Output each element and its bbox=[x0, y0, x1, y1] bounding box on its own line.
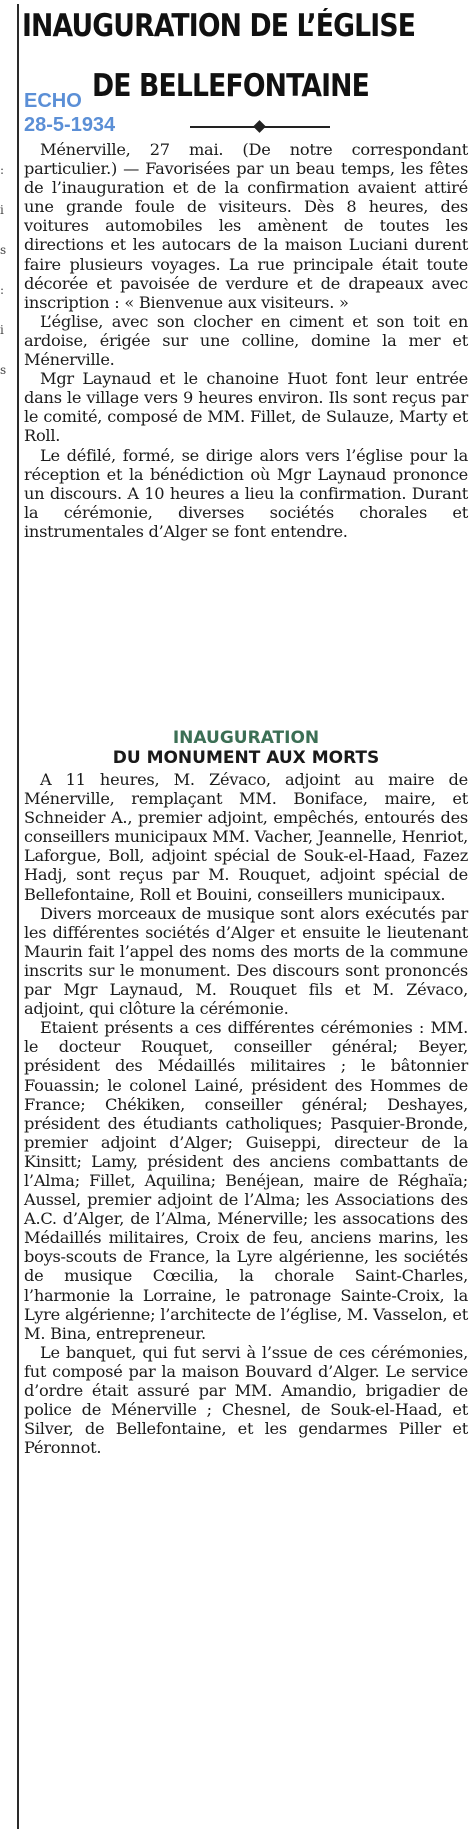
paragraph: Ménerville, 27 mai. (De notre correspondant particulier.) — Favorisées par un beau temps, les fêtes de l’inauguration et de la confirmation avaient attiré une grande foule de visiteurs. Dès 8 heures, des voitures automobiles les amènent de toutes les directions et les autocars de la maison Luciani durent faire plusieurs voyages. La rue principale était toute décorée et pavoisée de verdure et de drapeaux avec inscription : « Bienvenue aux visiteurs. » bbox=[24, 140, 468, 312]
paragraph: A 11 heures, M. Zévaco, adjoint au maire de Ménerville, remplaçant MM. Boniface, maire, et Schneider A., premier adjoint, empêchés, entourés des conseillers municipaux MM. Vacher, Jeannelle, Henriot, Laforgue, Boll, adjoint spécial de Souk-el-Haad, Fazez Hadj, sont reçus par M. Rouquet, adjoint spécial de Bellefontaine, Roll et Bouini, conseillers municipaux. bbox=[24, 770, 468, 904]
neighbor-column-edge: : i s : i s bbox=[0, 163, 7, 377]
paragraph: Etaient présents a ces différentes cérémonies : MM. le docteur Rouquet, conseiller général; Beyer, président des Médaillés militaires ; le bâtonnier Fouassin; le colonel Lainé, président des Hommes de France; Chékiken, conseiller général; Deshayes, président des étudiants catholiques; Pasquier-Bronde, premier adjoint d’Alger; Guiseppi, directeur de la Kinsitt; Lamy, président des anciens combattants de l’Alma; Fillet, Aquilina; Benéjean, maire de Réghaïa; Aussel, premier adjoint de l’Alma; les Associations des A.C. d’Alger, de l’Alma, Ménerville; les assocations des Médaillés militaires, Croix de feu, anciens marins, les boys-scouts de France, la Lyre algérienne, les sociétés de musique Cœcilia, la chorale Saint-Charles, l’harmonie la Lorraine, le patronage Sainte-Croix, la Lyre algérienne; l’architecte de l’église, M. Vasselon, et M. Bina, entrepreneur. bbox=[24, 1018, 468, 1343]
date-stamp: 28-5-1934 bbox=[24, 114, 116, 136]
headline-line-1: INAUGURATION DE L’ÉGLISE bbox=[22, 8, 416, 44]
headline-line-2: DE BELLEFONTAINE bbox=[92, 68, 369, 104]
paragraph: Le défilé, formé, se dirige alors vers l’église pour la réception et la bénédiction où Mgr Laynaud prononce un discours. A 10 heures a lieu la confirmation. Durant la cérémonie, diverses sociétés chorales et instrumentales d’Alger se font entendre. bbox=[24, 445, 468, 541]
column-rule bbox=[17, 4, 19, 1829]
paragraph: L’église, avec son clocher en ciment et son toit en ardoise, érigée sur une colline, domine la mer et Ménerville. bbox=[24, 311, 468, 370]
source-stamp: ECHO bbox=[24, 90, 82, 112]
subheading-line-2: DU MONUMENT AUX MORTS bbox=[112, 748, 380, 768]
article-section-1 bbox=[24, 140, 468, 541]
paragraph: Divers morceaux de musique sont alors exécutés par les différentes sociétés d’Alger et ensuite le lieutenant Maurin fait l’appel des noms des morts de la commune inscrits sur le monument. Des discours sont prononcés par Mgr Laynaud, M. Rouquet fils et M. Zévaco, adjoint, qui clôture la cérémonie. bbox=[24, 903, 468, 1019]
paragraph: Mgr Laynaud et le chanoine Huot font leur entrée dans le village vers 9 heures environ. Ils sont reçus par le comité, composé de MM. Fillet, de Sulauze, Marty et Roll. bbox=[24, 369, 468, 446]
divider-ornament bbox=[253, 120, 266, 133]
paragraph: Le banquet, qui fut servi à l’ssue de ces cérémonies, fut composé par la maison Bouvard d’Alger. Le service d’ordre était assuré par MM. Amandio, brigadier de police de Ménerville ; Chesnel, de Souk-el-Haad, et Silver, de Bellefontaine, et les gendarmes Piller et Péronnot. bbox=[24, 1342, 468, 1458]
subheading-line-1: INAUGURATION bbox=[172, 728, 320, 748]
article-section-2 bbox=[24, 770, 468, 1457]
